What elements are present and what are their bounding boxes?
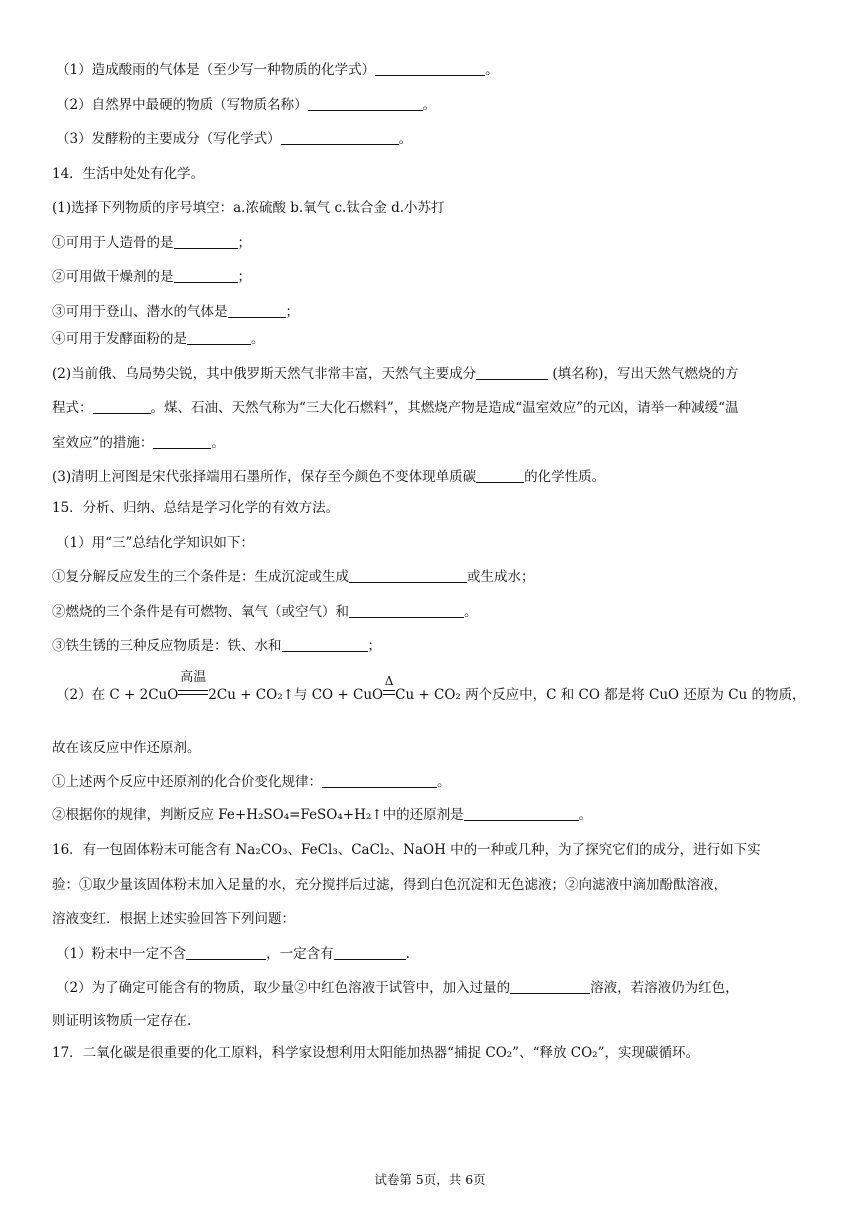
answer-blank[interactable] [187, 330, 251, 345]
reaction-condition-heat: Δ [383, 685, 395, 705]
answer-blank[interactable] [464, 806, 579, 821]
q14-item2: ②可用做干燥剂的是 ； [52, 269, 251, 285]
q14-item1: ①可用于人造骨的是 ； [52, 235, 251, 251]
q14-part2-line3: 室效应”的措施： 。 [52, 435, 225, 451]
q13-part2: （2）自然界中最硬的物质（写物质名称） 。 [56, 97, 437, 113]
answer-blank[interactable] [282, 637, 368, 652]
q14-part3: (3)清明上河图是宋代张择端用石墨所作，保存至今颜色不变体现单质碳 的化学性质。 [52, 469, 606, 485]
q16-line3: 溶液变红．根据上述实验回答下列问题： [52, 911, 295, 927]
q13-part3: （3）发酵粉的主要成分（写化学式） 。 [56, 131, 413, 147]
q14-part2-line2: 程式： 。煤、石油、天然气称为“三大化石燃料”，其燃烧产物是造成“温室效应”的元凶，请举一种减缓“温 [52, 400, 739, 416]
answer-blank[interactable] [322, 773, 437, 788]
answer-blank[interactable] [93, 399, 151, 414]
q17-title: 17．二氧化碳是很重要的化工原料，科学家设想利用太阳能加热器“捕捉 CO₂”、“释放 CO₂”，实现碳循环。 [52, 1045, 699, 1061]
q16-part2-line1: （2）为了确定可能含有的物质，取少量②中红色溶液于试管中，加入过量的 溶液，若溶液仍为红色， [56, 980, 739, 996]
q14-part2-line1: (2)当前俄、乌局势尖锐，其中俄罗斯天然气非常丰富，天然气主要成分 (填名称)，写出天然气燃烧的方 [52, 366, 739, 382]
q15-item2: ②燃烧的三个条件是有可燃物、氧气（或空气）和 。 [52, 604, 478, 620]
answer-blank[interactable] [153, 434, 211, 449]
answer-blank[interactable] [174, 234, 238, 249]
q14-item4: ④可用于发酵面粉的是 。 [52, 331, 265, 347]
q15-equation-line: （2）在 C + 2CuO 高温 2Cu + CO₂↑与 CO + CuO Δ Cu + CO₂ 两个反应中，C 和 CO 都是将 CuO 还原为 Cu 的物质， [56, 670, 806, 703]
answer-blank[interactable] [476, 468, 524, 483]
page-footer: 试卷第 5页，共 6页 [374, 1172, 486, 1187]
q15-item3: ③铁生锈的三种反应物质是：铁、水和 ； [52, 638, 381, 654]
q16-part2-line2: 则证明该物质一定存在. [52, 1013, 192, 1029]
q16-part1: （1）粉末中一定不含 ，一定含有 . [56, 946, 410, 962]
q14-item3: ③可用于登山、潜水的气体是 ； [52, 304, 299, 320]
q14-part1: (1)选择下列物质的序号填空：a.浓硫酸 b.氧气 c.钛合金 d.小苏打 [52, 200, 445, 216]
answer-blank[interactable] [281, 130, 399, 145]
answer-blank[interactable] [476, 365, 548, 380]
answer-blank[interactable] [174, 268, 238, 283]
q15-part2-tail: 故在该反应中作还原剂。 [52, 740, 201, 756]
answer-blank[interactable] [349, 603, 464, 618]
q15-part2-item2: ②根据你的规律，判断反应 Fe+H₂SO₄=FeSO₄+H₂↑中的还原剂是 。 [52, 807, 593, 823]
q15-part1: （1）用“三”总结化学知识如下： [56, 535, 254, 551]
answer-blank[interactable] [308, 96, 423, 111]
q15-title: 15．分析、归纳、总结是学习化学的有效方法。 [52, 500, 340, 516]
q15-part2-item1: ①上述两个反应中还原剂的化合价变化规律： 。 [52, 774, 451, 790]
answer-blank[interactable] [186, 945, 266, 960]
answer-blank[interactable] [375, 61, 485, 76]
answer-blank[interactable] [334, 945, 406, 960]
q13-part1: （1）造成酸雨的气体是（至少写一种物质的化学式） 。 [56, 62, 499, 78]
q14-title: 14．生活中处处有化学。 [52, 166, 205, 182]
q16-line1: 16．有一包固体粉末可能含有 Na₂CO₃、FeCl₃、CaCl₂、NaOH 中的一种或几种，为了探究它们的成分，进行如下实 [52, 842, 761, 858]
q15-item1: ①复分解反应发生的三个条件是：生成沉淀或生成 或生成水； [52, 569, 535, 585]
q16-line2: 验：①取少量该固体粉末加入足量的水，充分搅拌后过滤，得到白色沉淀和无色滤液；②向滤液中滴加酚酞溶液， [52, 877, 727, 893]
reaction-condition-high-temp: 高温 [178, 685, 208, 705]
answer-blank[interactable] [228, 303, 286, 318]
answer-blank[interactable] [510, 979, 590, 994]
answer-blank[interactable] [349, 568, 467, 583]
